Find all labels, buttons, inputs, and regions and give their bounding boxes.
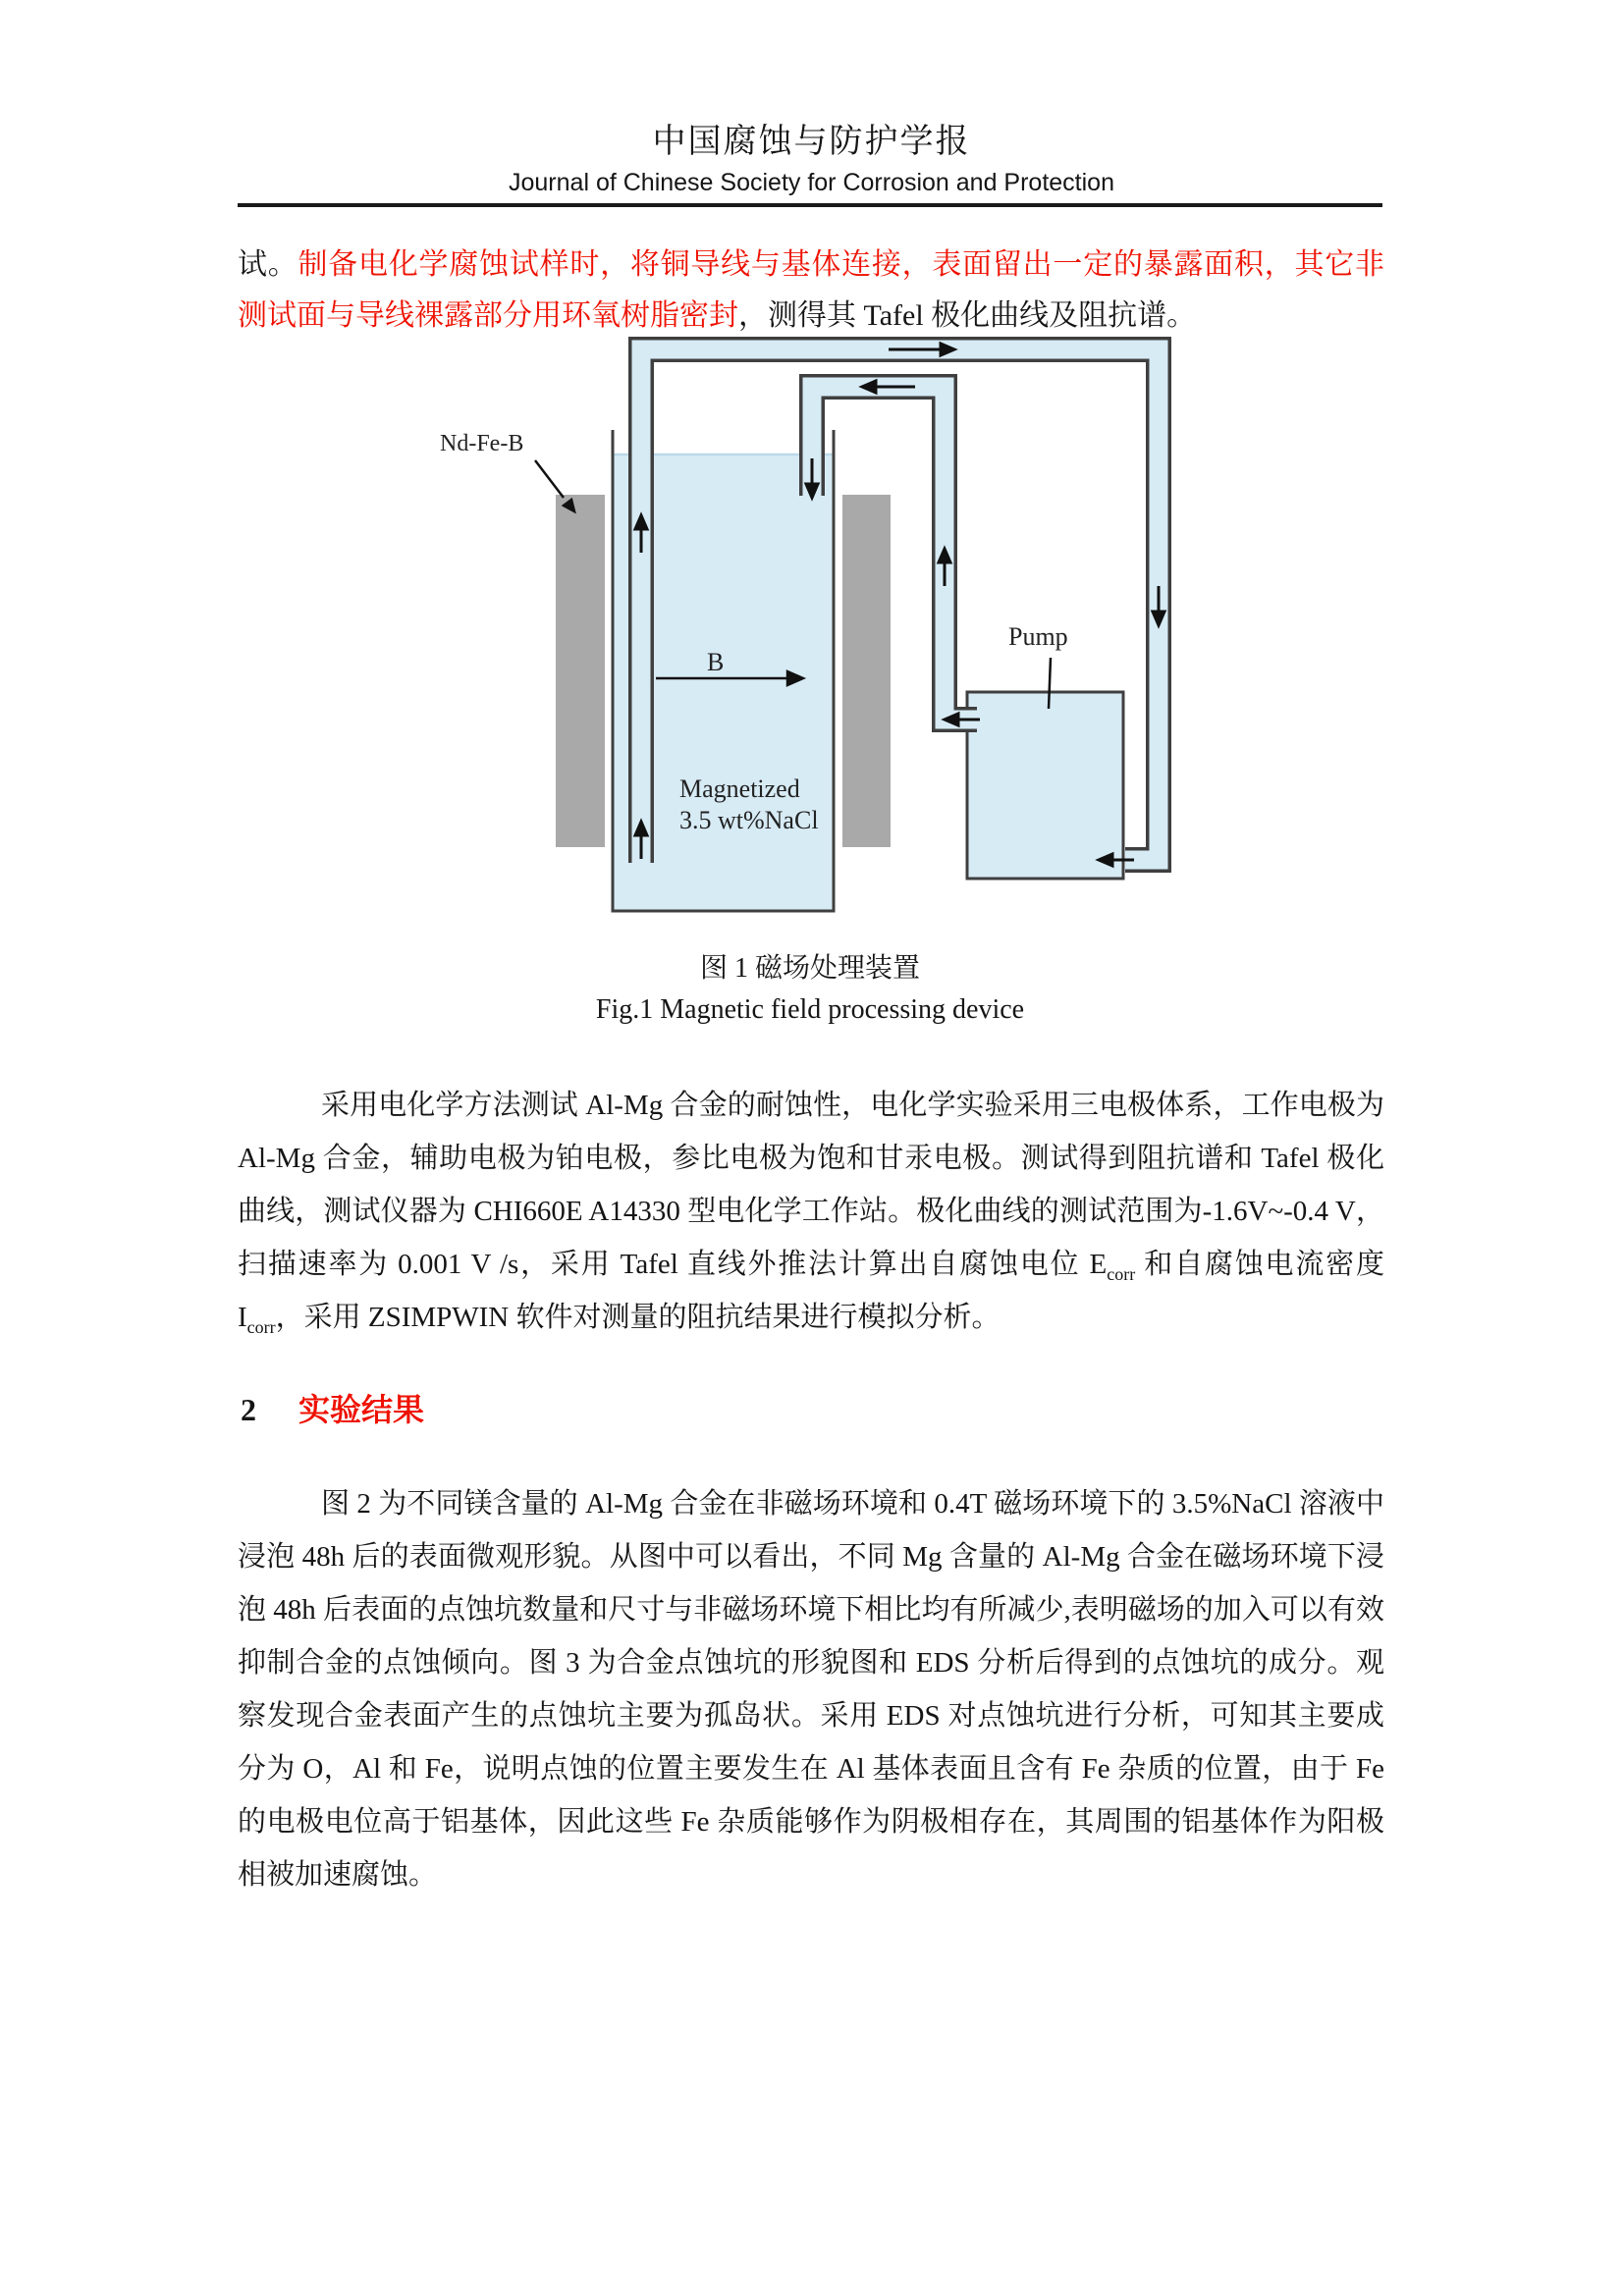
header-rule	[238, 203, 1382, 207]
journal-title-en: Journal of Chinese Society for Corrosion and Protection	[509, 169, 1114, 196]
magnet-label: Nd-Fe-B	[440, 431, 524, 456]
magnetic-field-device-figure	[412, 329, 1178, 913]
magnet-left	[556, 495, 605, 847]
pipe-return-core	[812, 387, 977, 720]
text-segment: ，测得其 Tafel 极化曲线及阻抗谱。	[738, 299, 1197, 332]
pump-box	[967, 692, 1123, 879]
magnet-pointer-arrow	[535, 460, 574, 511]
journal-title-zh: 中国腐蚀与防护学报	[652, 124, 971, 160]
section-number: 2	[241, 1392, 256, 1427]
solution-label-line1: Magnetized	[679, 774, 800, 803]
pump-label: Pump	[1008, 622, 1068, 651]
solution-label-line2: 3.5 wt%NaCl	[679, 806, 819, 834]
subscript-text: corr	[246, 1316, 276, 1337]
text-segment: 制备电化学腐蚀试样时，将铜导线与基体连接，表面留出一定的暴露面积，其它非测试面与导线裸露部分用环氧树脂密封	[238, 248, 1385, 332]
figure-caption-en: Fig.1 Magnetic field processing device	[595, 994, 1025, 1025]
text-segment: 图 2 为不同镁含量的 Al-Mg 合金在非磁场环境和 0.4T 磁场环境下的 3.5%NaCl 溶液中浸泡 48h 后的表面微观形貌。从图中可以看出，不同 Mg 含量的 Al-Mg 合金在磁场环境下浸泡 48h 后表面的点蚀坑数量和尺寸与非磁场环境下相比均有所减少,表明磁场的加入可以有效抑制合金的点蚀倾向。图 3 为合金点蚀坑的形貌图和 EDS 分析后得到的点蚀坑的成分。观察发现合金表面产生的点蚀坑主要为孤岛状。采用 EDS 对点蚀坑进行分析，可知其主要成分为 O，Al 和 Fe，说明点蚀的位置主要发生在 Al 基体表面且含有 Fe 杂质的位置，由于 Fe 的电极电位高于铝基体，因此这些 Fe 杂质能够作为阴极相存在，其周围的铝基体作为阳极相被加速腐蚀。	[238, 1488, 1384, 1891]
subscript-text: corr	[1107, 1263, 1136, 1284]
figure-caption-zh: 图 1 磁场处理装置	[699, 953, 920, 984]
section-heading-results	[241, 1390, 424, 1429]
text-segment: 和自腐蚀电流密度 I	[238, 1249, 1384, 1333]
text-segment: 试。	[238, 248, 298, 281]
field-label: B	[707, 648, 725, 676]
methods-paragraph	[238, 1079, 1384, 1344]
intro-paragraph	[238, 240, 1384, 342]
figure-1-diagram	[412, 329, 1178, 913]
text-segment: ，采用 ZSIMPWIN 软件对测量的阻抗结果进行模拟分析。	[275, 1302, 1001, 1333]
text-segment: 采用电化学方法测试 Al-Mg 合金的耐蚀性，电化学实验采用三电极体系，工作电极为 Al-Mg 合金，辅助电极为铂电极，参比电极为饱和甘汞电极。测试得到阻抗谱和 Tafel 极化曲线，测试仪器为 CHI660E A14330 型电化学工作站。极化曲线的测试范围为-1.6V~-0.4 V，扫描速率为 0.001 V /s，采用 Tafel 直线外推法计算出自腐蚀电位 E	[238, 1090, 1384, 1280]
section-title: 实验结果	[298, 1392, 425, 1427]
results-paragraph	[238, 1477, 1384, 1901]
magnet-right	[842, 495, 891, 847]
